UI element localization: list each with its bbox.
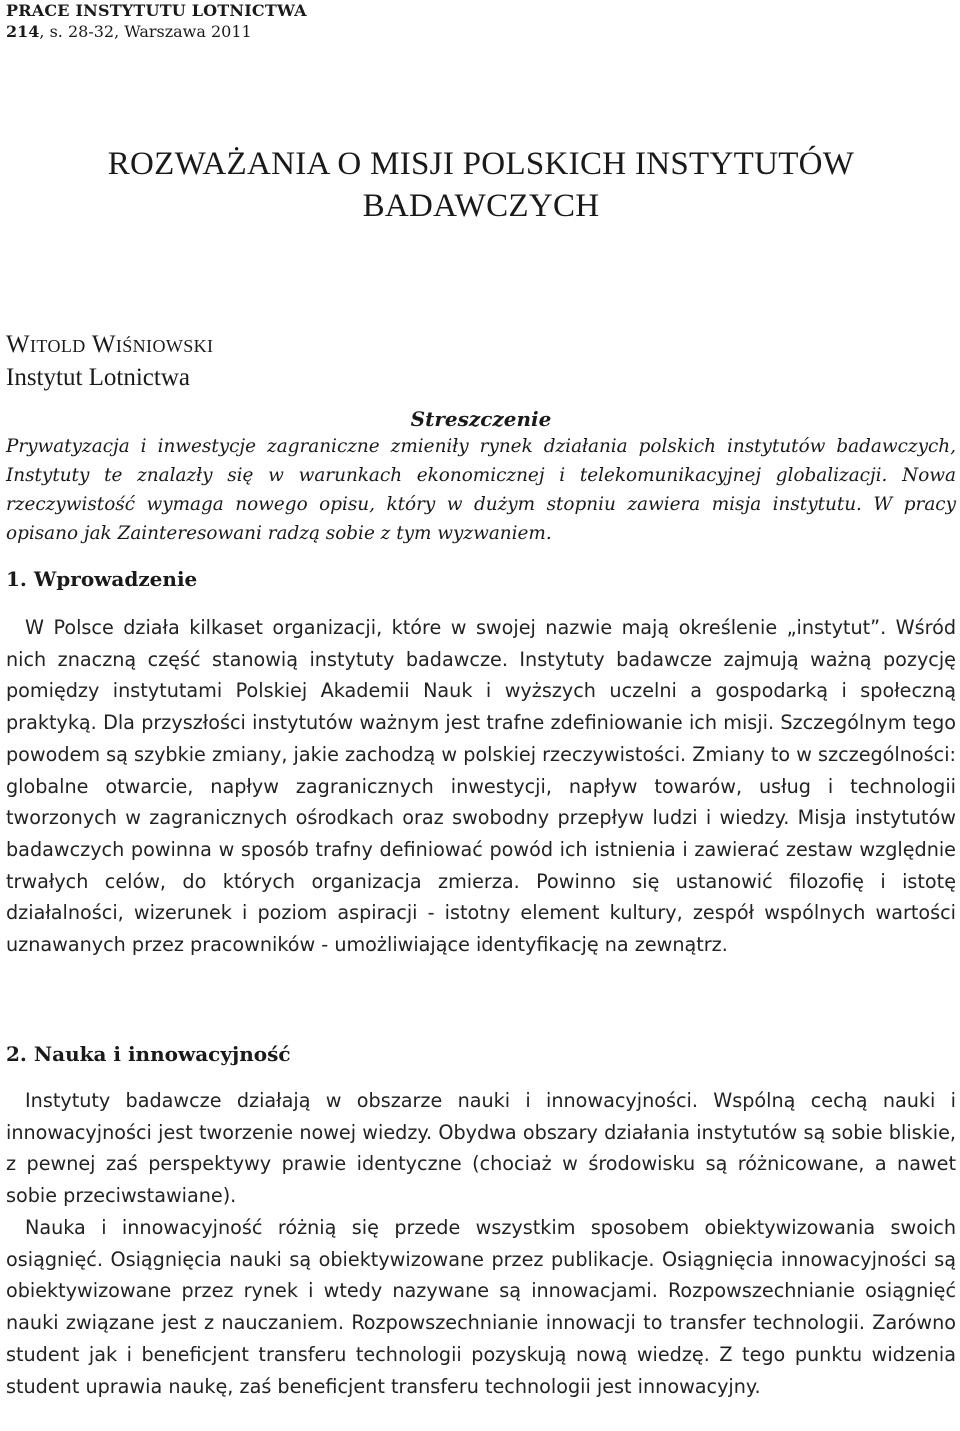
journal-name: PRACE INSTYTUTU LOTNICTWA	[6, 1, 307, 20]
section-1-paragraph-1: W Polsce działa kilkaset organizacji, które w swojej nazwie mają określenie „instytut”. Wśród nich znaczną część stanowią instytuty badawcze. Instytuty badawcze zajmują ważną pozycję pomiędzy instytutami Polskiej Akademii Nauk i wyższych uczelni a gospodarką i społeczną praktyką. Dla przyszłości instytutów ważnym jest trafne zdefiniowanie ich misji. Szczególnym tego powodem są szybkie zmiany, jakie zachodzą w polskiej rzeczywistości. Zmiany to w szczególności: globalne otwarcie, napływ zagranicznych inwestycji, napływ towarów, usług i technologii tworzonych w zagranicznych ośrodkach oraz swobodny przepływ ludzi i wiedzy. Misja instytutów badawczych powinna w sposób trafny definiować powód ich istnienia i zawierać zestaw względnie trwałych celów, do których organizacja zmierza. Powinno się ustanowić filozofię i istotę działalności, wizerunek i poziom aspiracji - istotny element kultury, zespół wspólnych wartości uznawanych przez pracowników - umożliwiające identyfikację na zewnątrz.	[6, 616, 956, 957]
issue-info	[6, 21, 307, 42]
paper-title	[6, 143, 956, 227]
paper-title-line-1: ROZWAŻANIA O MISJI POLSKICH INSTYTUTÓW	[107, 146, 855, 182]
section-heading-science-innovation: 2. Nauka i innowacyjność	[6, 1042, 291, 1066]
section-heading-introduction: 1. Wprowadzenie	[6, 567, 198, 591]
running-head	[6, 0, 307, 42]
issue-number: 214	[6, 22, 40, 41]
paper-title-line-2: BADAWCZYCH	[362, 188, 600, 224]
issue-pages-place-year: , s. 28-32, Warszawa 2011	[39, 22, 252, 41]
abstract	[6, 406, 956, 548]
section-2-paragraph-1: Instytuty badawcze działają w obszarze nauki i innowacyjności. Wspólną cechą nauki i innowacyjności jest tworzenie nowej wiedzy. Obydwa obszary działania instytutów są sobie bliskie, z pewnej zaś perspektywy prawie identyczne (chociaż w środowisku są różnicowane, a nawet sobie przeciwstawiane).	[6, 1089, 956, 1208]
author-name: Witold Wiśniowski	[6, 331, 214, 358]
section-2-paragraph-2: Nauka i innowacyjność różnią się przede wszystkim sposobem obiektywizowania swoich osiągnięć. Osiągnięcia nauki są obiektywizowane przez publikacje. Osiągnięcia innowacyjności są obiektywizowane przez rynek i wtedy nazywane są innowacjami. Rozpowszechnianie osiągnięć nauki związane jest z nauczaniem. Rozpowszechnianie innowacji to transfer technologii. Zarówno student jak i beneficjent transferu technologii pozyskują nową wiedzę. Z tego punktu widzenia student uprawia naukę, zaś beneficjent transferu technologii jest innowacyjny.	[6, 1216, 956, 1398]
author-affiliation: Instytut Lotnictwa	[6, 364, 190, 391]
abstract-text: Prywatyzacja i inwestycje zagraniczne zmieniły rynek działania polskich instytutów badawczych, Instytuty te znalazły się w warunkach ekonomicznej i telekomunikacyjnej globalizacji. Nowa rzeczywistość wymaga nowego opisu, który w dużym stopniu zawiera misja instytutu. W pracy opisano jak Zainteresowani radzą sobie z tym wyzwaniem.	[6, 436, 956, 544]
abstract-heading: Streszczenie	[410, 407, 552, 431]
